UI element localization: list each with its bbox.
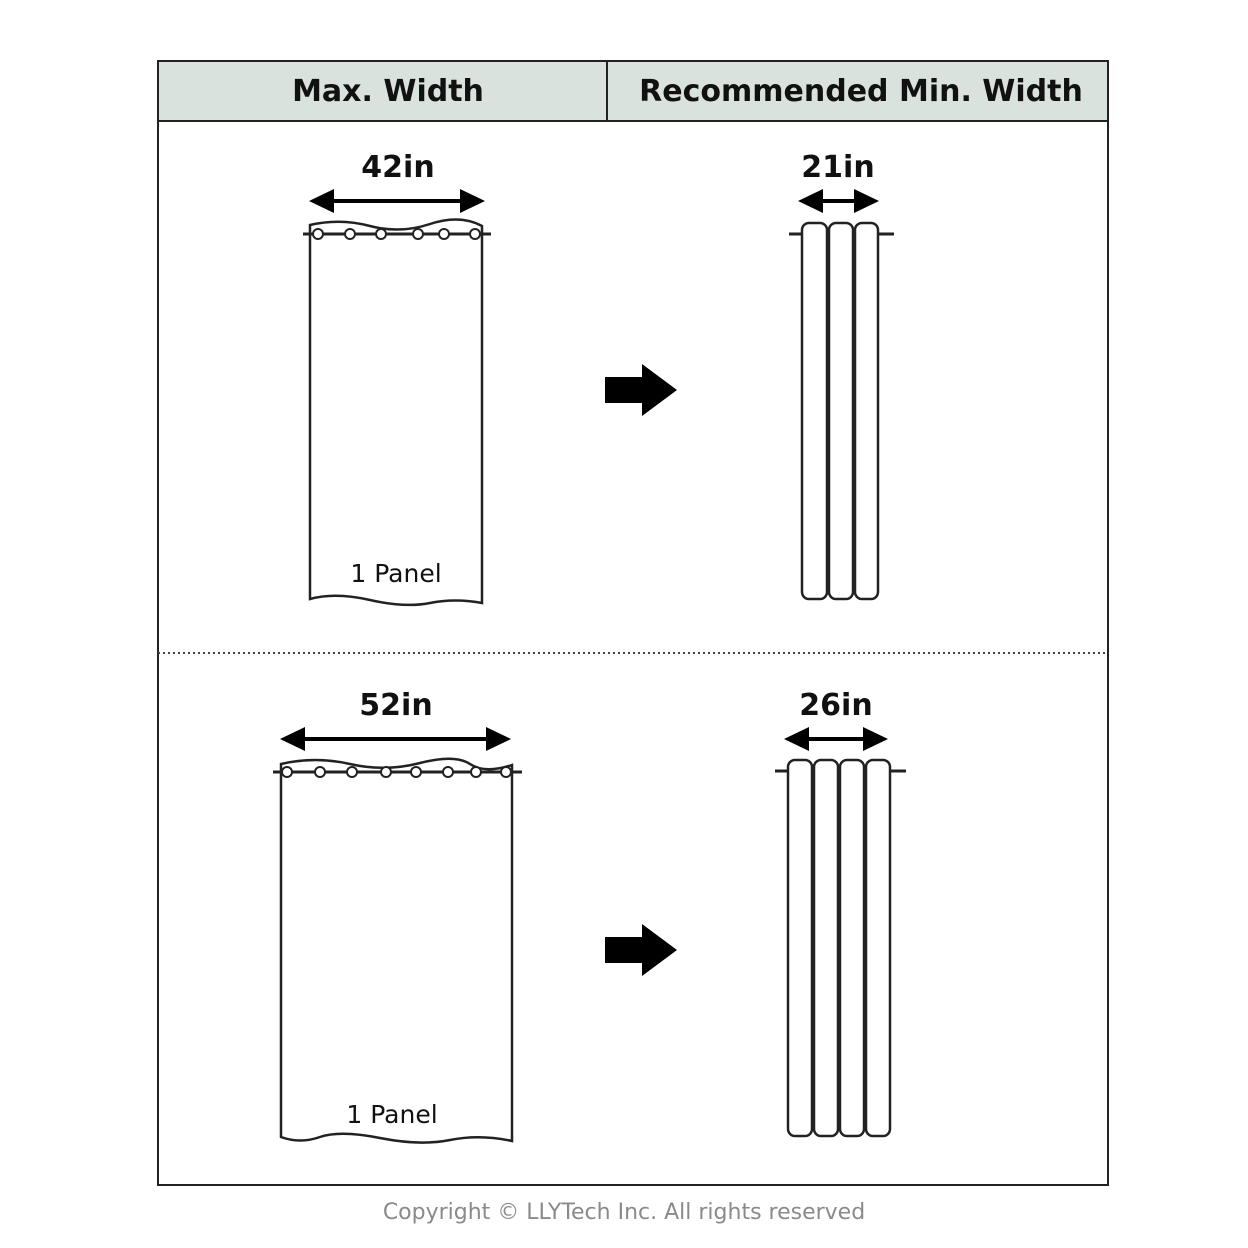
grommet-icon: [443, 767, 453, 777]
header-recommended-min-width: Recommended Min. Width: [639, 74, 1083, 109]
grommet-icon: [313, 229, 323, 239]
grommet-icon: [347, 767, 357, 777]
double-arrow-icon: [309, 189, 485, 213]
grommet-icon: [381, 767, 391, 777]
right-arrow-icon: [605, 924, 677, 976]
row-1-flat-panel: [303, 219, 491, 604]
double-arrow-icon: [798, 189, 879, 213]
grommet-icon: [501, 767, 511, 777]
grommet-icon: [376, 229, 386, 239]
row-2: [273, 688, 906, 1143]
grommet-icon: [413, 229, 423, 239]
grommet-icon: [439, 229, 449, 239]
row-2-min-width-label: 26in: [799, 688, 873, 723]
row-1-max-width-label: 42in: [361, 150, 435, 185]
row-1-min-width-label: 21in: [801, 150, 875, 185]
row-2-panel-label: 1 Panel: [346, 1100, 438, 1129]
grommet-icon: [470, 229, 480, 239]
grommet-icon: [315, 767, 325, 777]
row-1-gathered-panel: [789, 223, 894, 599]
header-max-width: Max. Width: [292, 74, 484, 109]
right-arrow-icon: [605, 364, 677, 416]
grommet-icon: [282, 767, 292, 777]
row-2-flat-panel: [273, 759, 522, 1143]
row-2-max-width-label: 52in: [359, 688, 433, 723]
row-2-gathered-panel: [775, 760, 906, 1136]
grommet-icon: [411, 767, 421, 777]
row-1-panel-label: 1 Panel: [350, 559, 442, 588]
double-arrow-icon: [784, 727, 888, 751]
grommet-icon: [471, 767, 481, 777]
row-1: [303, 150, 894, 605]
double-arrow-icon: [280, 727, 511, 751]
grommet-icon: [345, 229, 355, 239]
copyright-text: Copyright © LLYTech Inc. All rights reserved: [382, 1200, 866, 1225]
